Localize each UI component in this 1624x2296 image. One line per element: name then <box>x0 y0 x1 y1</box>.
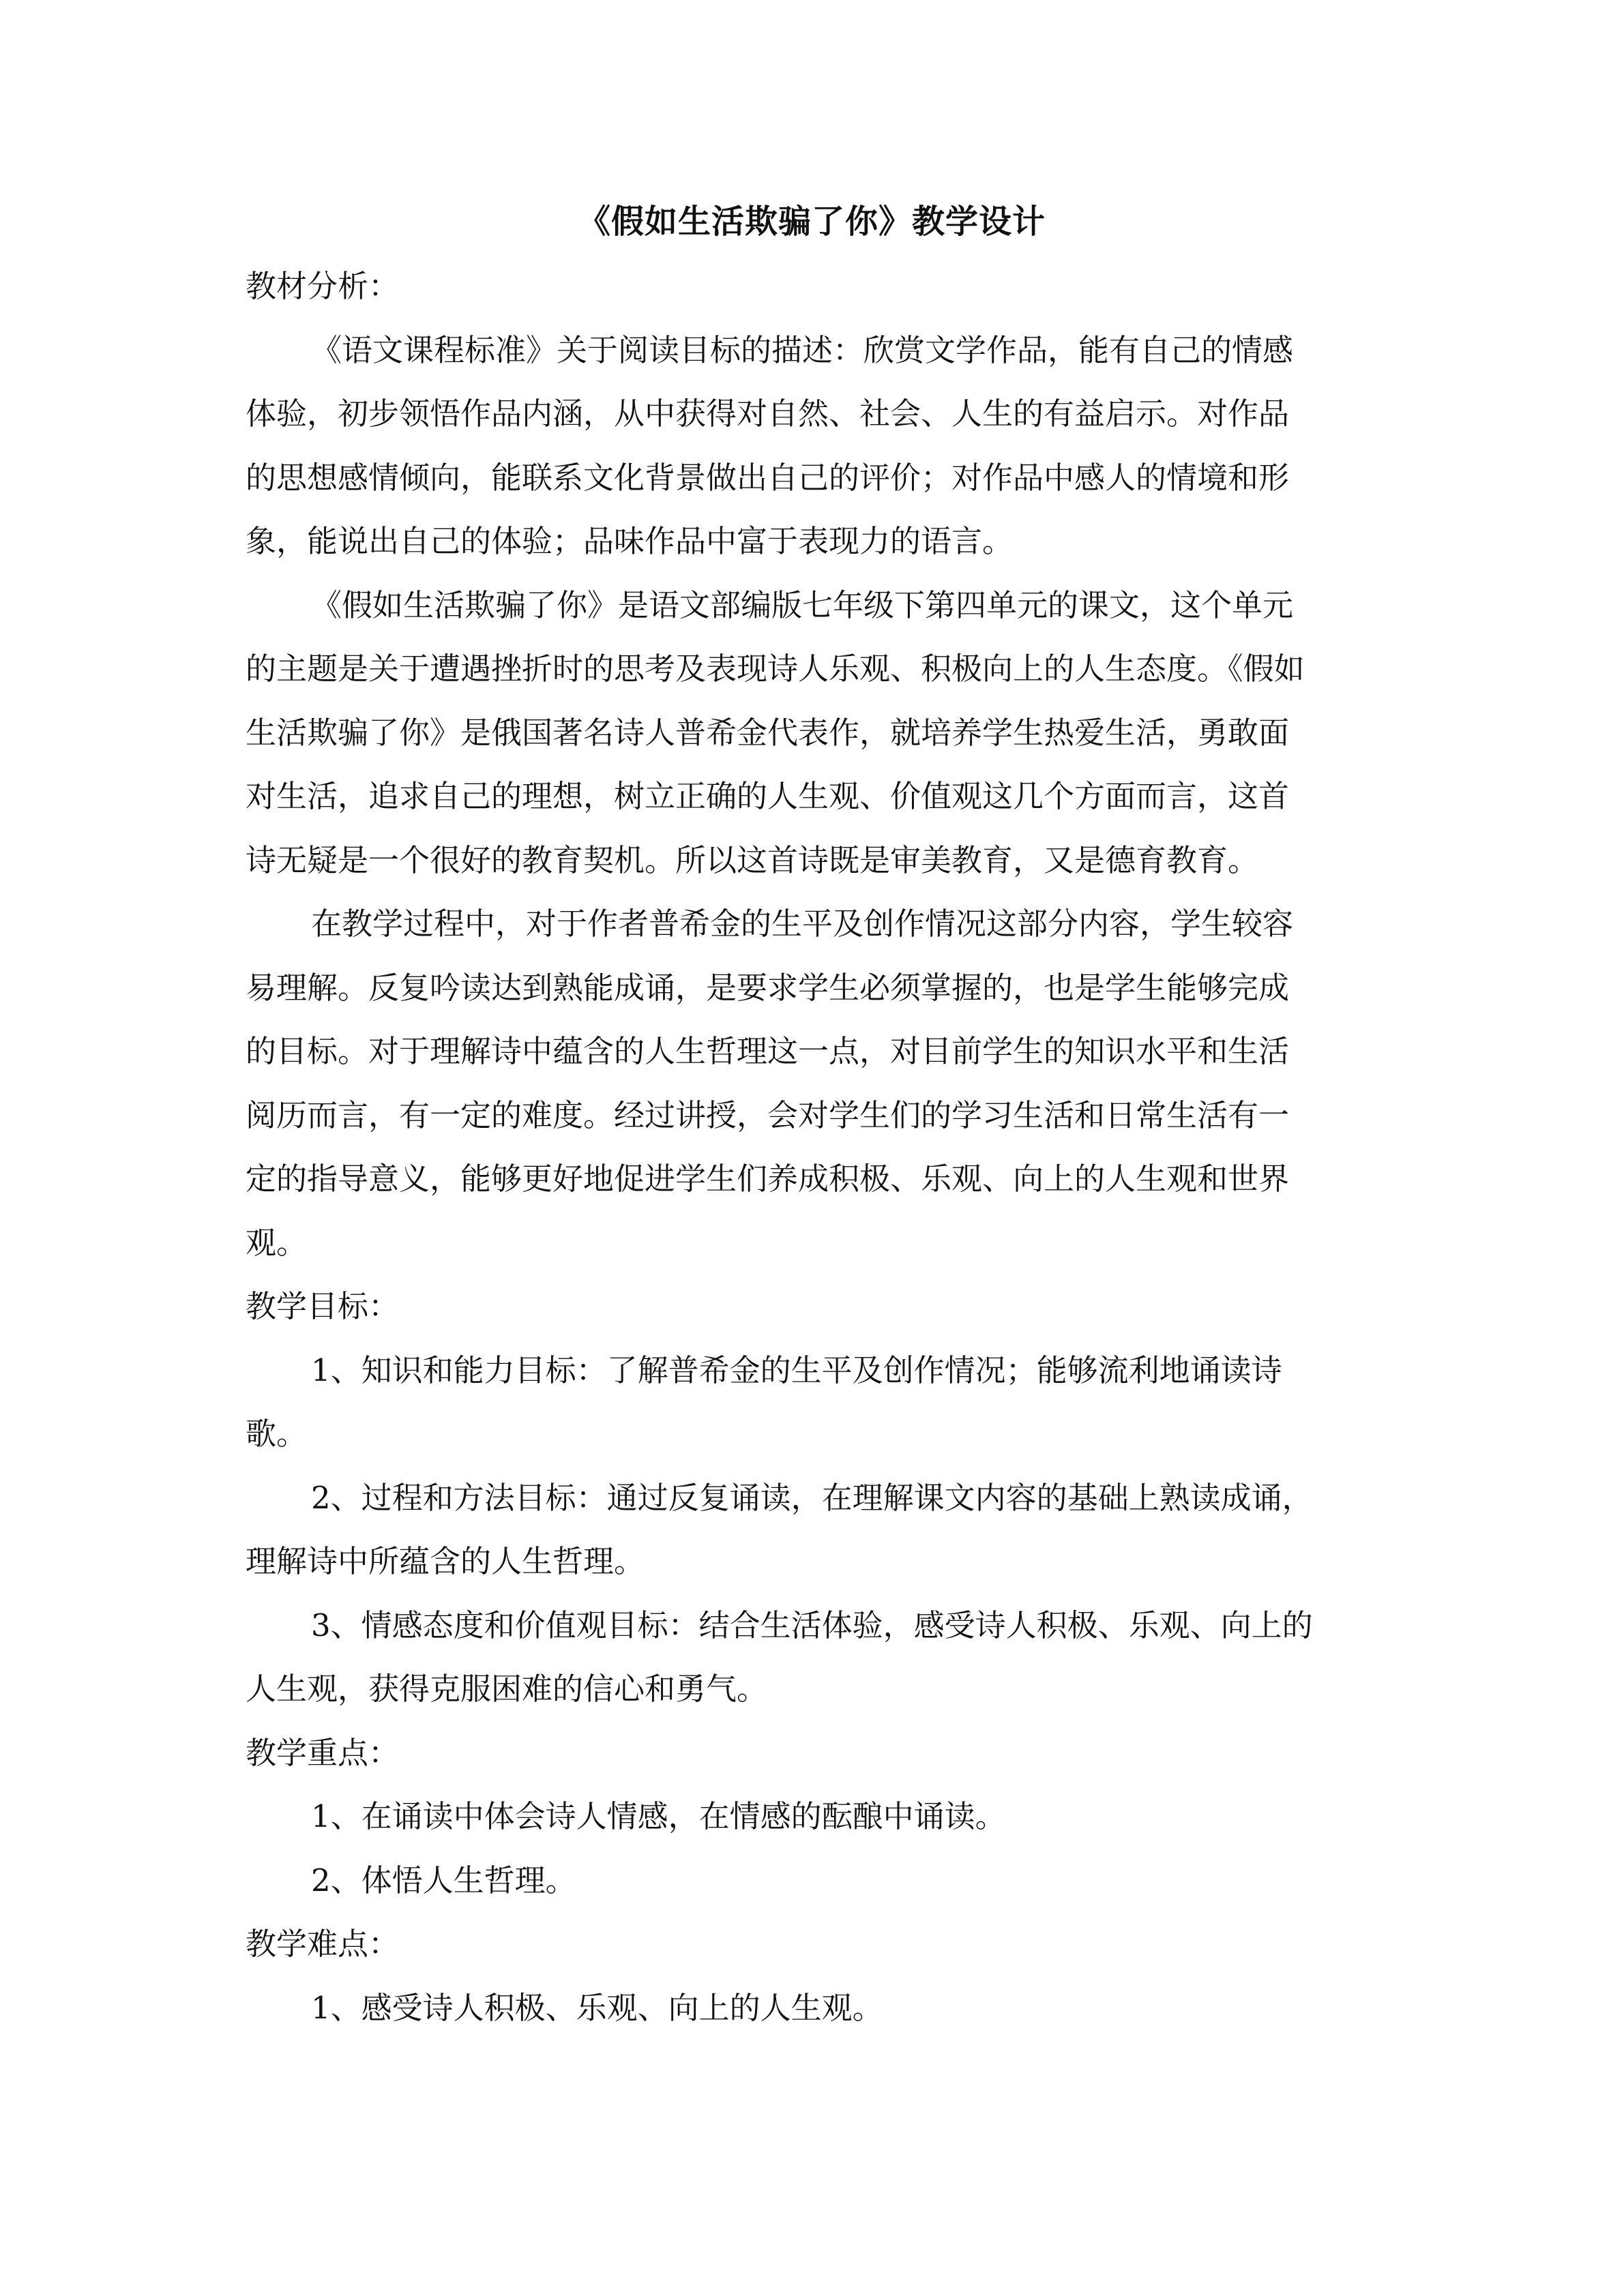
text-line: 《假如生活欺骗了你》是语文部编版七年级下第四单元的课文，这个单元 <box>311 586 1294 623</box>
document-body <box>246 194 1378 2040</box>
text-line: 教材分析： <box>246 268 400 304</box>
text-line: 生活欺骗了你》是俄国著名诗人普希金代表作，就培养学生热爱生活，勇敢面 <box>246 714 1290 751</box>
text-line: 对生活，追求自己的理想，树立正确的人生观、价值观这几个方面而言，这首 <box>246 778 1290 814</box>
text-line: 歌。 <box>246 1416 308 1452</box>
text-line: 《语文课程标准》关于阅读目标的描述：欣赏文学作品，能有自己的情感 <box>311 331 1294 368</box>
document-title: 《假如生活欺骗了你》教学设计 <box>577 203 1046 241</box>
text-line: 理解诗中所蕴含的人生哲理。 <box>246 1543 645 1579</box>
text-line: 象，能说出自己的体验；品味作品中富于表现力的语言。 <box>246 523 1014 559</box>
text-line: 体验，初步领悟作品内涵，从中获得对自然、社会、人生的有益启示。对作品 <box>246 396 1290 432</box>
text-line: 教学难点： <box>246 1926 400 1962</box>
text-line: 教学目标： <box>246 1288 400 1324</box>
text-line: 教学重点： <box>246 1734 400 1771</box>
text-line: 1、在诵读中体会诗人情感，在情感的酝酿中诵读。 <box>311 1798 1006 1834</box>
text-line: 阅历而言，有一定的难度。经过讲授，会对学生们的学习生活和日常生活有一 <box>246 1097 1290 1133</box>
text-line: 在教学过程中，对于作者普希金的生平及创作情况这部分内容，学生较容 <box>311 906 1294 942</box>
text-line: 2、过程和方法目标：通过反复诵读，在理解课文内容的基础上熟读成诵， <box>311 1479 1313 1516</box>
text-line: 定的指导意义，能够更好地促进学生们养成积极、乐观、向上的人生观和世界 <box>246 1161 1290 1197</box>
text-line: 1、感受诗人积极、乐观、向上的人生观。 <box>311 1989 883 2026</box>
document-lines <box>246 254 1378 2040</box>
text-line: 的思想感情倾向，能联系文化背景做出自己的评价；对作品中感人的情境和形 <box>246 459 1290 496</box>
text-line: 人生观，获得克服困难的信心和勇气。 <box>246 1671 768 1707</box>
text-line: 诗无疑是一个很好的教育契机。所以这首诗既是审美教育，又是德育教育。 <box>246 841 1259 878</box>
text-line: 观。 <box>246 1224 308 1261</box>
text-line: 3、情感态度和价值观目标：结合生活体验，感受诗人积极、乐观、向上的 <box>311 1607 1313 1643</box>
text-line: 的目标。对于理解诗中蕴含的人生哲理这一点，对目前学生的知识水平和生活 <box>246 1033 1290 1069</box>
text-line: 易理解。反复吟读达到熟能成诵，是要求学生必须掌握的，也是学生能够完成 <box>246 969 1290 1006</box>
text-line: 2、体悟人生哲理。 <box>311 1862 576 1898</box>
text-line: 的主题是关于遭遇挫折时的思考及表现诗人乐观、积极向上的人生态度。《假如 <box>246 651 1305 687</box>
text-line: 1、知识和能力目标：了解普希金的生平及创作情况；能够流利地诵读诗 <box>311 1352 1282 1388</box>
